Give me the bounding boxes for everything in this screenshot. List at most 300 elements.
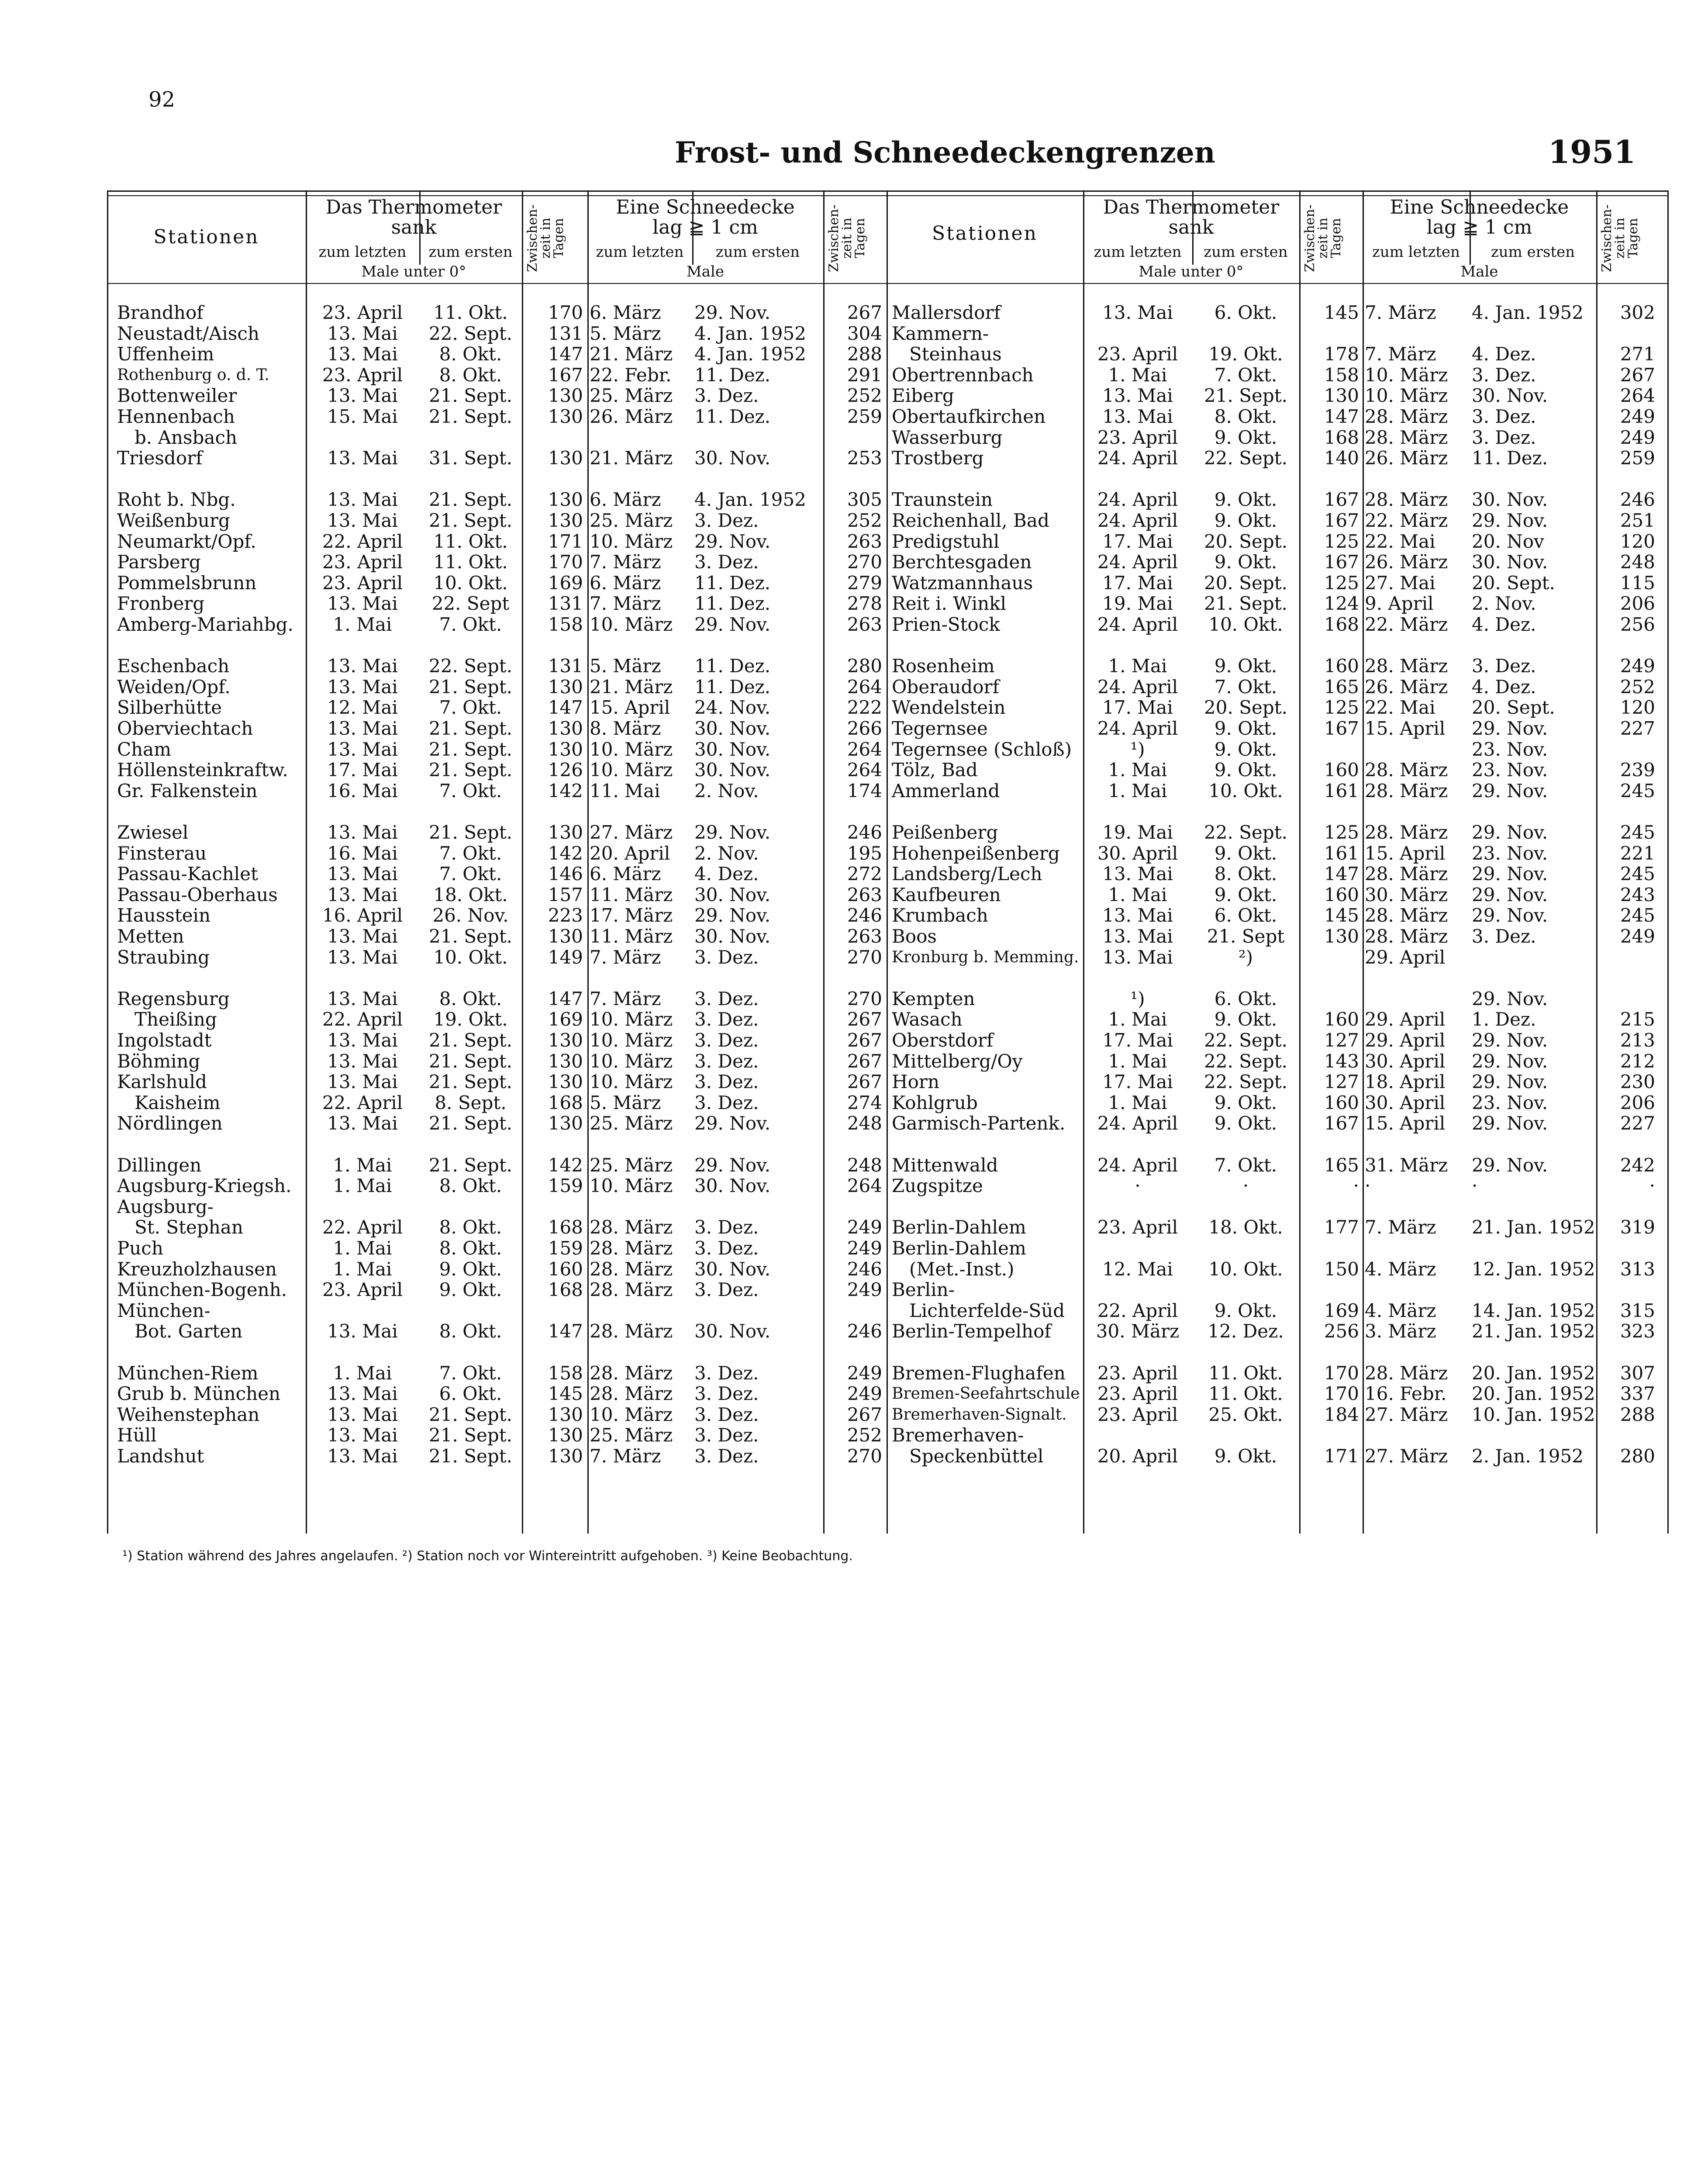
snow-last: 22. Febr. bbox=[590, 364, 672, 386]
snow-last: 29. April bbox=[1365, 1030, 1446, 1051]
frost-first: 6. Okt. bbox=[1214, 905, 1277, 926]
snow-first: 29. Nov. bbox=[1472, 718, 1548, 739]
frost-days: 145 bbox=[1324, 905, 1359, 926]
rule-after-thermo-right bbox=[1299, 190, 1301, 1534]
header-snow-line1: Eine Schneedecke bbox=[616, 196, 795, 218]
snow-last: 21. März bbox=[590, 676, 673, 698]
station-name: Prien-Stock bbox=[892, 614, 1000, 635]
station-name: Weißenburg bbox=[117, 510, 230, 531]
station-name bbox=[892, 1342, 1082, 1363]
station-name: Predigstuhl bbox=[892, 530, 1000, 552]
station-name bbox=[892, 1134, 1082, 1155]
snow-days bbox=[1598, 988, 1655, 1009]
snow-days: 264 bbox=[847, 738, 882, 760]
frost-first: 9. Okt. bbox=[1214, 426, 1277, 448]
rule-after-zw-left bbox=[587, 190, 589, 1534]
frost-first: 7. Okt. bbox=[439, 697, 502, 719]
header-thermo-sub-a-left: zum letzten bbox=[318, 243, 407, 261]
header-stationen-right: Stationen bbox=[932, 222, 1038, 245]
snow-last: 7. März bbox=[590, 988, 661, 1009]
frost-first: 7. Okt. bbox=[439, 1362, 502, 1384]
frost-days: 150 bbox=[1324, 1258, 1359, 1280]
frost-last bbox=[1085, 635, 1190, 656]
snow-last: 28. März bbox=[590, 1383, 673, 1405]
station-name: Straubing bbox=[117, 946, 210, 968]
frost-days: 124 bbox=[1324, 593, 1359, 615]
snow-last bbox=[1365, 968, 1467, 988]
frost-first: 21. Sept. bbox=[429, 1113, 512, 1134]
frost-last: 24. April bbox=[1097, 551, 1178, 573]
snow-last: 29. April bbox=[1365, 946, 1446, 968]
snow-first: 24. Nov. bbox=[694, 697, 771, 719]
frost-first: 21. Sept. bbox=[429, 489, 512, 511]
frost-last bbox=[308, 968, 417, 988]
snow-first: 3. Dez. bbox=[694, 1009, 759, 1030]
frost-last: 17. Mai bbox=[1102, 572, 1173, 594]
snow-days: 259 bbox=[1620, 447, 1655, 469]
snow-days: 271 bbox=[1620, 343, 1655, 365]
snow-last: 18. April bbox=[1365, 1071, 1446, 1093]
frost-last: 22. April bbox=[322, 530, 403, 552]
frost-last: 1. Mai bbox=[1108, 1050, 1167, 1072]
rule-after-zw-right bbox=[1363, 190, 1364, 1534]
frost-last: 24. April bbox=[1097, 676, 1178, 698]
frost-first: 9. Okt. bbox=[439, 1258, 502, 1280]
snow-last: 6. März bbox=[590, 572, 661, 594]
snow-days: 253 bbox=[847, 447, 882, 469]
frost-days: 160 bbox=[1324, 655, 1359, 677]
snow-last: 10. März bbox=[1365, 364, 1448, 386]
frost-last: 23. April bbox=[1097, 1216, 1178, 1238]
frost-last: 1. Mai bbox=[333, 1154, 392, 1176]
snow-first: 30. Nov. bbox=[694, 759, 771, 781]
frost-last: 23. April bbox=[1097, 1383, 1178, 1405]
rule-after-snow-right bbox=[1596, 190, 1597, 1534]
snow-first bbox=[1472, 323, 1594, 344]
snow-first: 29. Nov. bbox=[1472, 510, 1548, 531]
snow-first: 30. Nov. bbox=[1472, 385, 1548, 407]
station-name: Berlin-Dahlem bbox=[892, 1216, 1026, 1238]
frost-days bbox=[1301, 635, 1359, 656]
station-name bbox=[117, 1134, 305, 1155]
frost-first: 19. Okt. bbox=[433, 1009, 508, 1030]
frost-days: 130 bbox=[548, 1424, 583, 1446]
snow-days: 270 bbox=[847, 551, 882, 573]
snow-last: 27. März bbox=[1365, 1403, 1448, 1425]
frost-last: 13. Mai bbox=[327, 447, 398, 469]
snow-last: 30. April bbox=[1365, 1050, 1446, 1072]
frost-first: 9. Okt. bbox=[1214, 1092, 1277, 1113]
snow-days: 256 bbox=[1620, 614, 1655, 635]
snow-first: 3. Dez. bbox=[694, 946, 759, 968]
station-name: Obertaufkirchen bbox=[892, 406, 1046, 427]
snow-first: · bbox=[1472, 1175, 1478, 1197]
frost-days: 159 bbox=[548, 1175, 583, 1197]
station-name bbox=[117, 469, 305, 490]
frost-days: 165 bbox=[1324, 1154, 1359, 1176]
snow-days: 264 bbox=[1620, 385, 1655, 407]
snow-days: 249 bbox=[1620, 655, 1655, 677]
snow-first: 29. Nov. bbox=[1472, 780, 1548, 802]
snow-last bbox=[1365, 1342, 1467, 1363]
frost-last: 13. Mai bbox=[1102, 406, 1173, 427]
snow-days: 249 bbox=[1620, 426, 1655, 448]
frost-days: 130 bbox=[548, 1403, 583, 1425]
snow-first: 3. Dez. bbox=[694, 510, 759, 531]
station-name: Augsburg- bbox=[117, 1196, 214, 1217]
header-rule bbox=[107, 283, 1668, 284]
frost-first: 21. Sept. bbox=[429, 1154, 512, 1176]
snow-first: 11. Dez. bbox=[694, 655, 771, 677]
frost-last: 1. Mai bbox=[1108, 884, 1167, 905]
snow-last: 28. März bbox=[1365, 926, 1448, 947]
snow-first: 3. Dez. bbox=[694, 1424, 759, 1446]
frost-days: 127 bbox=[1324, 1030, 1359, 1051]
frost-days bbox=[1301, 947, 1359, 968]
snow-last: 5. März bbox=[590, 1092, 661, 1113]
station-name: Berlin-Dahlem bbox=[892, 1237, 1026, 1259]
snow-last: 22. März bbox=[1365, 614, 1448, 635]
station-name: Bremen-Flughafen bbox=[892, 1362, 1066, 1384]
snow-days: 245 bbox=[1620, 905, 1655, 926]
header-snow-sub-c-right: Male bbox=[1460, 263, 1498, 280]
station-name bbox=[892, 1196, 1082, 1217]
frost-first: 22. Sept. bbox=[1204, 447, 1287, 469]
frost-last: 22. April bbox=[1097, 1299, 1178, 1321]
frost-last: 13. Mai bbox=[327, 489, 398, 511]
snow-last: 26. März bbox=[590, 406, 673, 427]
frost-first: 9. Okt. bbox=[1214, 551, 1277, 573]
snow-days: 120 bbox=[1620, 530, 1655, 552]
station-name: Gr. Falkenstein bbox=[117, 780, 258, 802]
station-name: Tegernsee (Schloß) bbox=[892, 738, 1072, 760]
station-name: Passau-Kachlet bbox=[117, 863, 258, 885]
station-name: München- bbox=[117, 1299, 210, 1321]
frost-days: 130 bbox=[548, 489, 583, 511]
frost-days: 130 bbox=[1324, 385, 1359, 407]
snow-first: 12. Jan. 1952 bbox=[1472, 1258, 1595, 1280]
snow-first: 30. Nov. bbox=[1472, 489, 1548, 511]
frost-first: 7. Okt. bbox=[439, 614, 502, 635]
header-zwischenzeit-left: Zwischen- zeit in Tagen bbox=[525, 204, 566, 272]
snow-days: 252 bbox=[847, 1424, 882, 1446]
frost-first: 31. Sept. bbox=[429, 447, 512, 469]
frost-last: 1. Mai bbox=[1108, 364, 1167, 386]
snow-days: 270 bbox=[847, 988, 882, 1009]
snow-first: 20. Jan. 1952 bbox=[1472, 1383, 1595, 1405]
frost-first bbox=[1194, 1196, 1297, 1217]
snow-last: 10. März bbox=[590, 1071, 673, 1093]
frost-first: 8. Okt. bbox=[439, 1237, 502, 1259]
snow-days bbox=[825, 1342, 882, 1363]
rule-after-zw2-left bbox=[887, 190, 888, 1534]
frost-first: 21. Sept. bbox=[1204, 385, 1287, 407]
snow-first: 30. Nov. bbox=[694, 1320, 771, 1342]
station-name: Garmisch-Partenk. bbox=[892, 1113, 1066, 1134]
snow-first bbox=[1472, 1134, 1594, 1155]
snow-last: 27. Mai bbox=[1365, 572, 1435, 594]
snow-first: 2. Jan. 1952 bbox=[1472, 1445, 1584, 1467]
frost-last: 13. Mai bbox=[327, 718, 398, 739]
frost-days bbox=[1301, 323, 1359, 344]
station-name: Zwiesel bbox=[117, 822, 189, 843]
frost-last bbox=[308, 427, 417, 448]
snow-last: 11. Mai bbox=[590, 780, 660, 802]
frost-first bbox=[421, 1196, 520, 1217]
frost-last: 30. März bbox=[1096, 1320, 1180, 1342]
frost-first: 21. Sept. bbox=[429, 1424, 512, 1446]
snow-last: 10. März bbox=[590, 738, 673, 760]
station-name bbox=[892, 469, 1082, 490]
snow-first: 2. Nov. bbox=[694, 842, 759, 864]
station-name: Regensburg bbox=[117, 988, 230, 1009]
frost-first: 7. Okt. bbox=[439, 842, 502, 864]
frost-last: 23. April bbox=[322, 364, 403, 386]
snow-first bbox=[694, 1134, 821, 1155]
station-name: Metten bbox=[117, 926, 184, 947]
snow-first: 3. Dez. bbox=[694, 1216, 759, 1238]
station-name: Krumbach bbox=[892, 905, 988, 926]
header-snow-line2-r: lag ≧ 1 cm bbox=[1426, 216, 1532, 239]
snow-first: 3. Dez. bbox=[1472, 926, 1536, 947]
frost-last: 22. April bbox=[322, 1216, 403, 1238]
header-thermo-sub-b-right: zum ersten bbox=[1204, 243, 1288, 261]
snow-days bbox=[1598, 968, 1655, 988]
frost-first: 10. Okt. bbox=[1208, 1258, 1283, 1280]
frost-days: 167 bbox=[1324, 551, 1359, 573]
snow-last: 10. März bbox=[590, 1009, 673, 1030]
snow-days: 249 bbox=[1620, 406, 1655, 427]
header-thermo-line1-r: Das Thermometer bbox=[1103, 196, 1280, 218]
snow-days bbox=[1598, 323, 1655, 344]
frost-first bbox=[421, 1342, 520, 1363]
snow-days: 278 bbox=[847, 593, 882, 615]
station-name: Steinhaus bbox=[909, 343, 1002, 365]
frost-first: 7. Okt. bbox=[439, 780, 502, 802]
snow-last: 20. April bbox=[590, 842, 670, 864]
frost-days: 177 bbox=[1324, 1216, 1359, 1238]
frost-first bbox=[421, 635, 520, 656]
frost-first: 22. Sept. bbox=[1204, 1030, 1287, 1051]
snow-last: 22. März bbox=[1365, 510, 1448, 531]
frost-last: 23. April bbox=[1097, 1362, 1178, 1384]
frost-days: 171 bbox=[548, 530, 583, 552]
frost-last: 13. Mai bbox=[327, 1445, 398, 1467]
snow-last: 28. März bbox=[590, 1320, 673, 1342]
station-name: Silberhütte bbox=[117, 697, 222, 719]
station-name: Horn bbox=[892, 1071, 940, 1093]
frost-first: 8. Sept. bbox=[435, 1092, 507, 1113]
snow-days: 246 bbox=[1620, 489, 1655, 511]
snow-last: 6. März bbox=[590, 302, 661, 323]
snow-days: 252 bbox=[847, 510, 882, 531]
snow-days bbox=[1598, 635, 1655, 656]
snow-first: 3. Dez. bbox=[694, 1030, 759, 1051]
snow-first: 21. Jan. 1952 bbox=[1472, 1216, 1595, 1238]
header-snow-left bbox=[587, 197, 823, 238]
snow-first: 3. Dez. bbox=[694, 551, 759, 573]
frost-days bbox=[524, 968, 583, 988]
frost-last: 13. Mai bbox=[1102, 863, 1173, 885]
station-name bbox=[892, 801, 1082, 822]
snow-days: 227 bbox=[1620, 1113, 1655, 1134]
header-thermo-line2: sank bbox=[391, 216, 437, 239]
frost-first: 9. Okt. bbox=[439, 1279, 502, 1301]
snow-days: 120 bbox=[1620, 697, 1655, 719]
frost-first: 7. Okt. bbox=[1214, 676, 1277, 698]
frost-last: 23. April bbox=[1097, 343, 1178, 365]
frost-last: 13. Mai bbox=[327, 676, 398, 698]
station-name: Berlin-Tempelhof bbox=[892, 1320, 1051, 1342]
frost-days: 159 bbox=[548, 1237, 583, 1259]
frost-first: 8. Okt. bbox=[439, 1320, 502, 1342]
snow-last: 26. März bbox=[1365, 447, 1448, 469]
frost-days: 130 bbox=[548, 1071, 583, 1093]
snow-last: 11. März bbox=[590, 884, 673, 905]
snow-last bbox=[1365, 1134, 1467, 1155]
snow-first: 4. Dez. bbox=[1472, 343, 1536, 365]
snow-days: 215 bbox=[1620, 1009, 1655, 1030]
snow-last: 28. März bbox=[1365, 426, 1448, 448]
station-name: Böhming bbox=[117, 1050, 200, 1072]
snow-days: 264 bbox=[847, 676, 882, 698]
frost-days: 184 bbox=[1324, 1403, 1359, 1425]
snow-days: 270 bbox=[847, 946, 882, 968]
snow-days: 291 bbox=[847, 364, 882, 386]
snow-last: 4. März bbox=[1365, 1299, 1436, 1321]
station-name: Oberstdorf bbox=[892, 1030, 994, 1051]
frost-last: 13. Mai bbox=[327, 822, 398, 843]
snow-first: 30. Nov. bbox=[694, 1175, 771, 1197]
frost-first: 6. Okt. bbox=[439, 1383, 502, 1405]
frost-last: 13. Mai bbox=[1102, 926, 1173, 947]
frost-days: 157 bbox=[548, 884, 583, 905]
frost-first: 7. Okt. bbox=[1214, 1154, 1277, 1176]
snow-days: 246 bbox=[847, 1320, 882, 1342]
header-snow-line2: lag ≧ 1 cm bbox=[652, 216, 758, 239]
snow-days: 267 bbox=[847, 302, 882, 323]
station-name: Amberg-Mariahbg. bbox=[117, 614, 293, 635]
frost-last bbox=[1085, 968, 1190, 988]
frost-days: 130 bbox=[548, 510, 583, 531]
snow-first: 29. Nov. bbox=[694, 614, 771, 635]
snow-last bbox=[1365, 635, 1467, 656]
snow-days: 206 bbox=[1620, 1092, 1655, 1113]
snow-first: 3. Dez. bbox=[694, 1383, 759, 1405]
frost-first: 12. Dez. bbox=[1208, 1320, 1284, 1342]
station-name: Grub b. München bbox=[117, 1383, 281, 1405]
frost-last: 16. April bbox=[322, 905, 403, 926]
snow-first: 4. Jan. 1952 bbox=[1472, 302, 1584, 323]
snow-days: 288 bbox=[847, 343, 882, 365]
footnotes: ¹) Station während des Jahres angelaufen. ²) Station noch vor Wintereintritt aufgehoben. ³) Keine Beobachtung. bbox=[122, 1548, 853, 1564]
station-name: Eschenbach bbox=[117, 655, 230, 677]
header-snow-sub-a-left: zum letzten bbox=[596, 243, 684, 261]
frost-first bbox=[421, 1134, 520, 1155]
snow-first: 30. Nov. bbox=[694, 1258, 771, 1280]
frost-last bbox=[1085, 1134, 1190, 1155]
snow-days: 266 bbox=[847, 718, 882, 739]
snow-last: 28. März bbox=[1365, 489, 1448, 511]
station-name: St. Stephan bbox=[135, 1216, 243, 1238]
snow-last: 7. März bbox=[1365, 302, 1436, 323]
frost-last: 24. April bbox=[1097, 1154, 1178, 1176]
header-snow-line1-r: Eine Schneedecke bbox=[1390, 196, 1569, 218]
frost-last: 13. Mai bbox=[1102, 946, 1173, 968]
frost-days: 143 bbox=[1324, 1050, 1359, 1072]
station-name: Ingolstadt bbox=[117, 1030, 212, 1051]
snow-last: 10. März bbox=[590, 1030, 673, 1051]
station-name: Roht b. Nbg. bbox=[117, 489, 236, 511]
frost-first bbox=[1194, 323, 1297, 344]
snow-last: 28. März bbox=[590, 1216, 673, 1238]
frost-first: 10. Okt. bbox=[1208, 614, 1283, 635]
snow-days: 319 bbox=[1620, 1216, 1655, 1238]
station-name: Neustadt/Aisch bbox=[117, 322, 259, 344]
frost-first bbox=[421, 427, 520, 448]
snow-days: 263 bbox=[847, 926, 882, 947]
snow-days: 246 bbox=[847, 905, 882, 926]
snow-last: 28. März bbox=[1365, 780, 1448, 802]
frost-days: 171 bbox=[1324, 1445, 1359, 1467]
snow-first: 11. Dez. bbox=[694, 572, 771, 594]
frost-days: 125 bbox=[1324, 572, 1359, 594]
frost-first: 8. Okt. bbox=[1214, 406, 1277, 427]
snow-days: 206 bbox=[1620, 593, 1655, 615]
snow-last bbox=[590, 1300, 690, 1321]
frost-first: 9. Okt. bbox=[1214, 510, 1277, 531]
frost-first: 8. Okt. bbox=[1214, 863, 1277, 885]
snow-first: 3. Dez. bbox=[1472, 426, 1536, 448]
frost-first: 21. Sept. bbox=[429, 759, 512, 781]
snow-last bbox=[590, 427, 690, 448]
station-name: Weihenstephan bbox=[117, 1403, 260, 1425]
snow-first: 20. Jan. 1952 bbox=[1472, 1362, 1595, 1384]
frost-days: 142 bbox=[548, 842, 583, 864]
frost-first bbox=[1194, 801, 1297, 822]
snow-last: 15. April bbox=[1365, 842, 1446, 864]
station-name: Berlin- bbox=[892, 1279, 955, 1301]
frost-last: 13. Mai bbox=[327, 510, 398, 531]
frost-last bbox=[1085, 323, 1190, 344]
snow-last: 10. März bbox=[590, 614, 673, 635]
station-name: Reit i. Winkl bbox=[892, 593, 1007, 615]
frost-days: 130 bbox=[548, 1030, 583, 1051]
snow-first: 20. Nov bbox=[1472, 530, 1544, 552]
frost-last bbox=[1085, 469, 1190, 490]
header-stationen-left: Stationen bbox=[153, 226, 259, 248]
frost-last: 1. Mai bbox=[1108, 1009, 1167, 1030]
frost-last: 13. Mai bbox=[327, 1113, 398, 1134]
snow-first: 3. Dez. bbox=[694, 1237, 759, 1259]
snow-last: 28. März bbox=[1365, 759, 1448, 781]
frost-last: 23. April bbox=[322, 551, 403, 573]
snow-first bbox=[694, 469, 821, 490]
snow-last: 7. März bbox=[590, 551, 661, 573]
station-name: Landshut bbox=[117, 1445, 204, 1467]
frost-first: 20. Sept. bbox=[1204, 697, 1287, 719]
frost-first bbox=[421, 469, 520, 490]
snow-days: 246 bbox=[847, 1258, 882, 1280]
frost-last bbox=[1085, 1238, 1190, 1259]
snow-last: 26. März bbox=[1365, 551, 1448, 573]
frost-days: 140 bbox=[1324, 447, 1359, 469]
snow-last: 28. März bbox=[1365, 406, 1448, 427]
header-zwischenzeit2-left: Zwischen- zeit in Tagen bbox=[826, 204, 868, 272]
station-name: Kronburg b. Memming. bbox=[892, 948, 1079, 966]
station-name: Kempten bbox=[892, 988, 975, 1009]
frost-days bbox=[1301, 1238, 1359, 1259]
